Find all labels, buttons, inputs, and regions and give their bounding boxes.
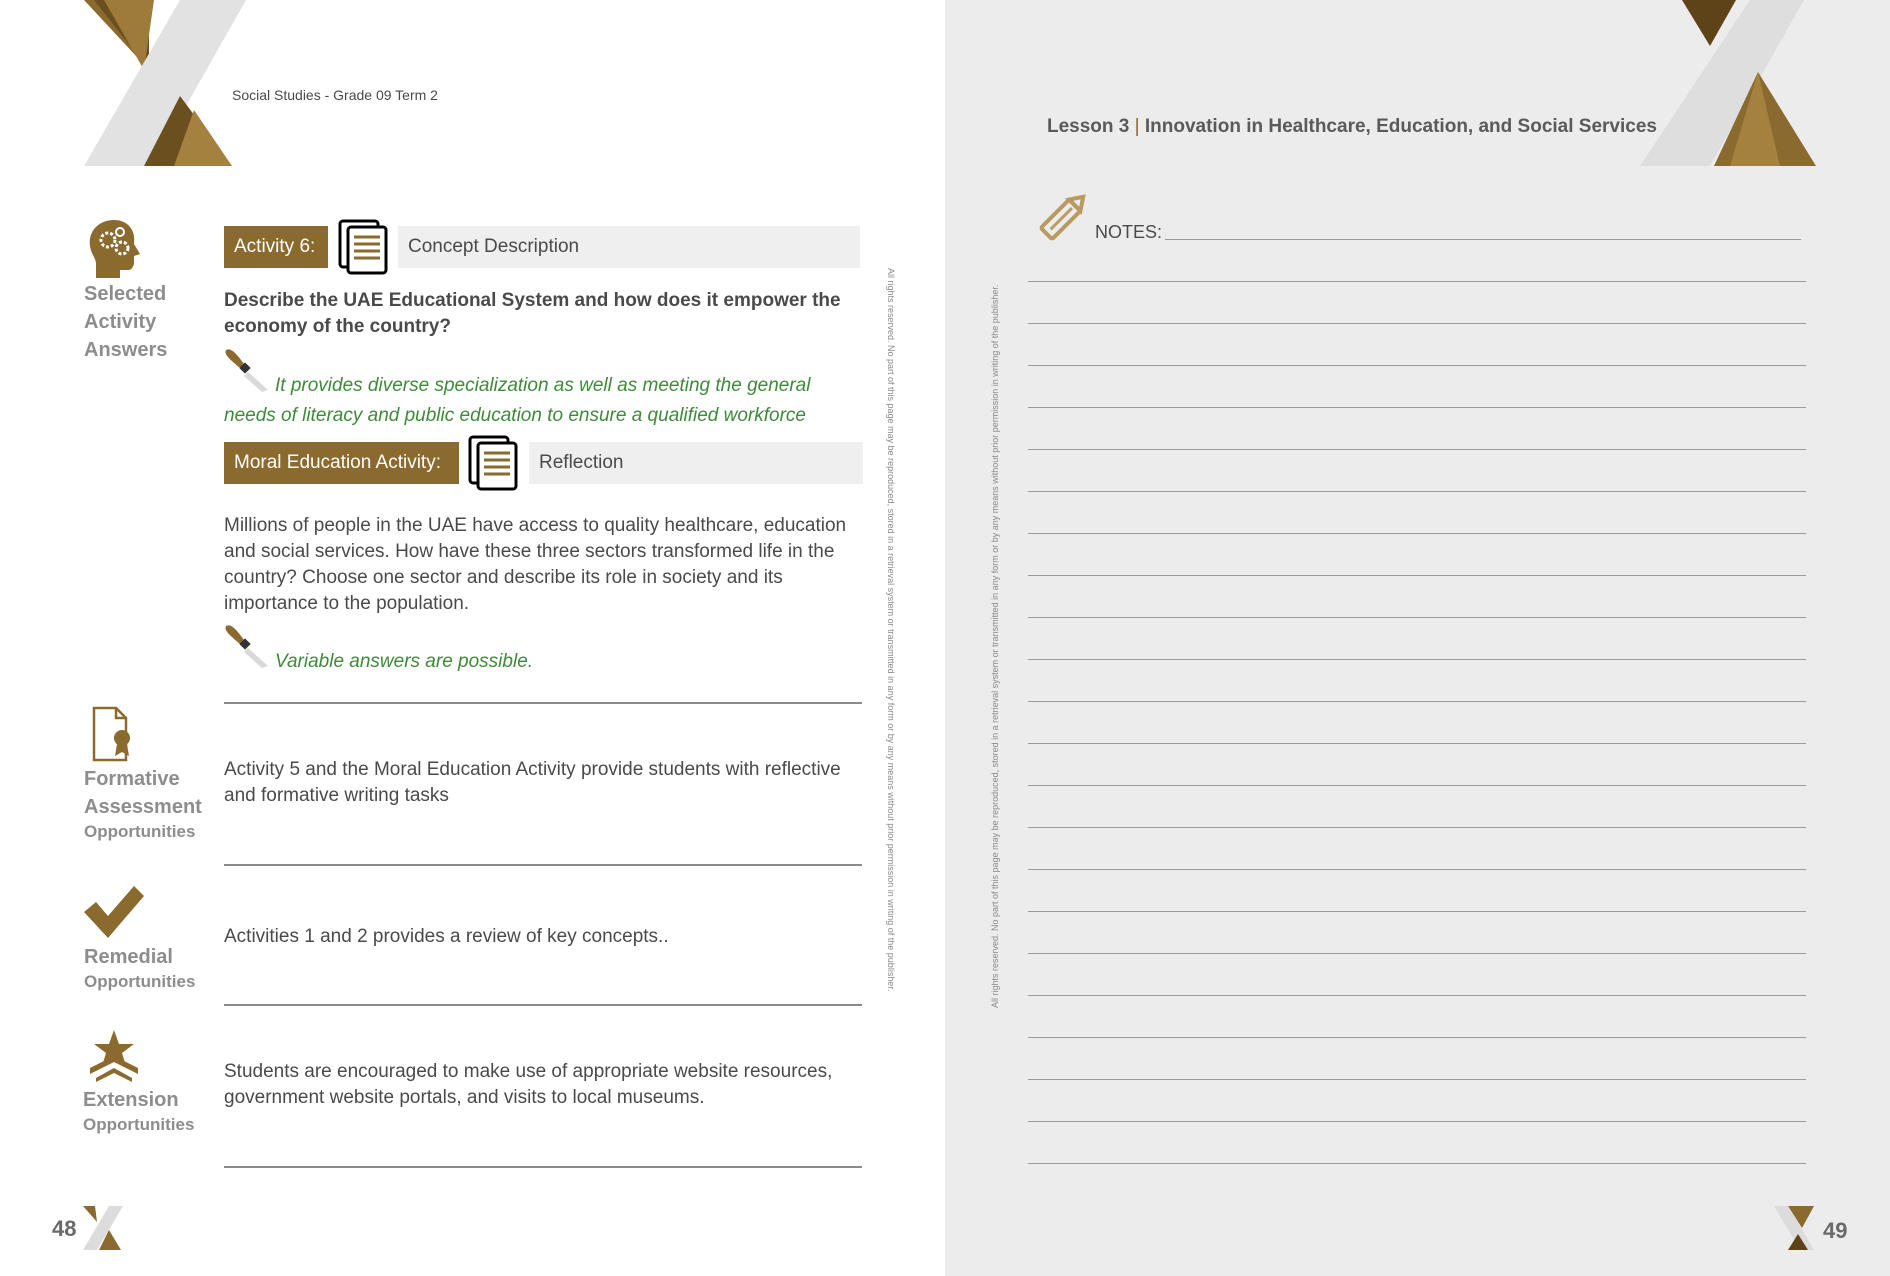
note-line [1028,1121,1806,1122]
pencil-icon [1032,188,1092,248]
note-line [1028,365,1806,366]
extension-sub: Opportunities [83,1115,195,1134]
divider [224,1166,862,1168]
lesson-heading: Lesson 3 | Innovation in Healthcare, Education, and Social Services [1047,116,1657,137]
remedial-text: Activities 1 and 2 provides a review of key concepts.. [224,926,669,947]
logo-x-icon [1774,1206,1816,1250]
note-line [1028,575,1806,576]
certificate-icon [90,706,138,762]
note-line [1028,1079,1806,1080]
rights-notice: All rights reserved. No part of this page may be reproduced, stored in a retrieval system or transmitted in any form or by any means without prior permission in writing of the publisher. [990,284,1000,1008]
note-line [1028,407,1806,408]
document-icon [338,219,388,275]
remedial-sub: Opportunities [84,972,196,991]
notes-line [1165,239,1801,240]
note-line [1028,1037,1806,1038]
divider [224,864,862,866]
note-line [1028,617,1806,618]
remedial-heading: Remedial [84,946,173,968]
note-line [1028,491,1806,492]
notes-label: NOTES: [1095,222,1163,242]
note-line [1028,995,1806,996]
activity6-question: Describe the UAE Educational System and how does it empower the economy of the country? [224,290,841,337]
page-number: 49 [1823,1218,1848,1243]
note-line [1028,449,1806,450]
moral-tag: Moral Education Activity: [224,442,459,484]
selected-heading: Selected Activity Answers [84,283,168,361]
formative-sub: Opportunities [84,822,196,841]
moral-prompt: Millions of people in the UAE have access to quality healthcare, education and social services. How have these three sectors transformed life in the country? Choose one sector and describe its role in society and its importance to the population. [224,515,847,614]
rights-notice: All rights reserved. No part of this page may be reproduced, stored in a retrieval system or transmitted in any form or by any means without prior permission in writing of the publisher. [886,268,896,992]
note-line [1028,533,1806,534]
moral-answer: Variable answers are possible. [275,651,534,672]
activity6-answer-line2: needs of literacy and public education to ensure a qualified workforce [224,405,806,426]
activity6-tag: Activity 6: [224,226,328,268]
note-line [1028,911,1806,912]
head-gears-icon [86,218,142,280]
note-line [1028,701,1806,702]
divider [224,702,862,704]
note-line [1028,869,1806,870]
note-line [1028,323,1806,324]
note-line [1028,785,1806,786]
note-line [1028,953,1806,954]
formative-heading: Formative Assessment [84,768,202,818]
note-line [1028,1163,1806,1164]
note-line [1028,743,1806,744]
lesson-title: Innovation in Healthcare, Education, and Social Services [1144,116,1657,137]
moral-type: Reflection [529,442,863,484]
brush-icon [222,346,272,394]
note-line [1028,281,1806,282]
document-icon [468,435,518,491]
extension-heading: Extension [83,1089,179,1111]
activity6-type: Concept Description [398,226,860,268]
brush-icon [222,622,272,670]
star-chevron-icon [86,1030,142,1082]
extension-text: Students are encouraged to make use of appropriate website resources, government website portals, and visits to local museums. [224,1061,833,1108]
checkmark-icon [82,884,146,940]
page-number: 48 [52,1216,77,1241]
note-line [1028,827,1806,828]
divider [224,1004,862,1006]
logo-x-decoration-icon [1640,0,1816,166]
activity6-answer-line1: It provides diverse specialization as well as meeting the general [275,375,811,396]
note-line [1028,659,1806,660]
formative-text: Activity 5 and the Moral Education Activity provide students with reflective and formative writing tasks [224,759,841,806]
logo-x-decoration-icon [84,0,254,166]
logo-x-icon [83,1206,125,1250]
header-title: Social Studies - Grade 09 Term 2 [232,87,438,103]
lesson-label: Lesson 3 [1047,116,1130,137]
